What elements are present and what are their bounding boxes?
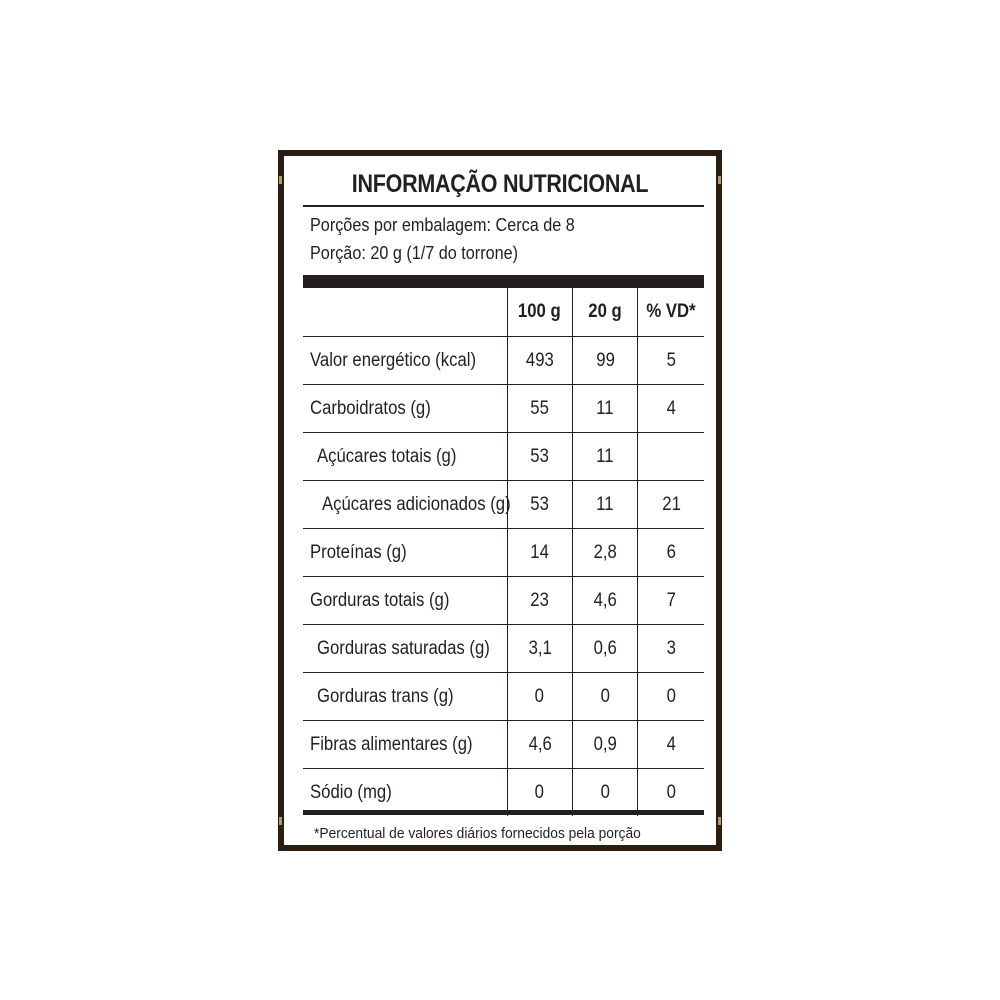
nutrient-name: Gorduras saturadas (g): [303, 625, 507, 673]
header-per-serving: 20 g: [573, 288, 638, 337]
value-per-serving: 0,9: [573, 721, 638, 769]
value-per-serving: 99: [573, 337, 638, 385]
label-title: INFORMAÇÃO NUTRICIONAL: [351, 170, 649, 198]
value-per-serving: 11: [573, 385, 638, 433]
value-per-serving: 2,8: [573, 529, 638, 577]
servings-per-package: Porções por embalagem: Cerca de 8: [310, 215, 575, 235]
table-row: [303, 769, 704, 817]
header-per-100g: 100 g: [507, 288, 572, 337]
table-row: [303, 337, 704, 385]
value-daily-percent: [638, 433, 704, 481]
value-per-100g: 14: [507, 529, 572, 577]
value-per-serving: 11: [573, 481, 638, 529]
value-per-100g: 493: [507, 337, 572, 385]
corner-mark: [718, 176, 721, 184]
nutrition-table: [303, 288, 704, 816]
table-row: [303, 721, 704, 769]
value-daily-percent: 21: [638, 481, 704, 529]
value-per-serving: 0,6: [573, 625, 638, 673]
nutrient-name: Carboidratos (g): [303, 385, 507, 433]
nutrient-name: Proteínas (g): [303, 529, 507, 577]
corner-mark: [279, 176, 282, 184]
value-daily-percent: 5: [638, 337, 704, 385]
value-per-100g: 4,6: [507, 721, 572, 769]
value-per-100g: 23: [507, 577, 572, 625]
value-per-100g: 55: [507, 385, 572, 433]
value-per-serving: 0: [573, 673, 638, 721]
value-daily-percent: 4: [638, 721, 704, 769]
nutrient-name: Fibras alimentares (g): [303, 721, 507, 769]
title-divider: [303, 205, 704, 207]
value-per-100g: 53: [507, 433, 572, 481]
value-per-serving: 0: [573, 769, 638, 817]
value-per-serving: 4,6: [573, 577, 638, 625]
corner-mark: [718, 817, 721, 825]
footnote: *Percentual de valores diários fornecidos pela porção: [314, 825, 641, 842]
value-per-serving: 11: [573, 433, 638, 481]
table-row: [303, 385, 704, 433]
value-per-100g: 53: [507, 481, 572, 529]
corner-mark: [279, 817, 282, 825]
value-per-100g: 0: [507, 673, 572, 721]
value-daily-percent: 0: [638, 769, 704, 817]
table-row: [303, 577, 704, 625]
nutrient-name: Valor energético (kcal): [303, 337, 507, 385]
nutrient-name: Gorduras totais (g): [303, 577, 507, 625]
value-daily-percent: 4: [638, 385, 704, 433]
table-header-row: [303, 288, 704, 337]
header-thick-rule: [303, 275, 704, 288]
table-row: [303, 625, 704, 673]
nutrient-name: Sódio (mg): [310, 781, 392, 803]
bottom-thick-rule: [303, 810, 704, 815]
nutrient-name: Açúcares totais (g): [303, 433, 507, 481]
value-per-100g: 0: [507, 769, 572, 817]
serving-size: Porção: 20 g (1/7 do torrone): [310, 243, 519, 263]
header-daily-value: % VD*: [638, 288, 704, 337]
value-daily-percent: 7: [638, 577, 704, 625]
nutrient-name: Gorduras trans (g): [303, 673, 507, 721]
value-daily-percent: 0: [638, 673, 704, 721]
nutrition-label: [278, 150, 722, 851]
value-daily-percent: 6: [638, 529, 704, 577]
table-row: [303, 433, 704, 481]
value-per-100g: 3,1: [507, 625, 572, 673]
table-row: [303, 673, 704, 721]
value-daily-percent: 3: [638, 625, 704, 673]
table-row: [303, 529, 704, 577]
table-row: [303, 481, 704, 529]
nutrient-name: Açúcares adicionados (g): [303, 481, 507, 529]
header-nutrient: [303, 288, 507, 337]
nutrition-label-body: [284, 156, 716, 845]
